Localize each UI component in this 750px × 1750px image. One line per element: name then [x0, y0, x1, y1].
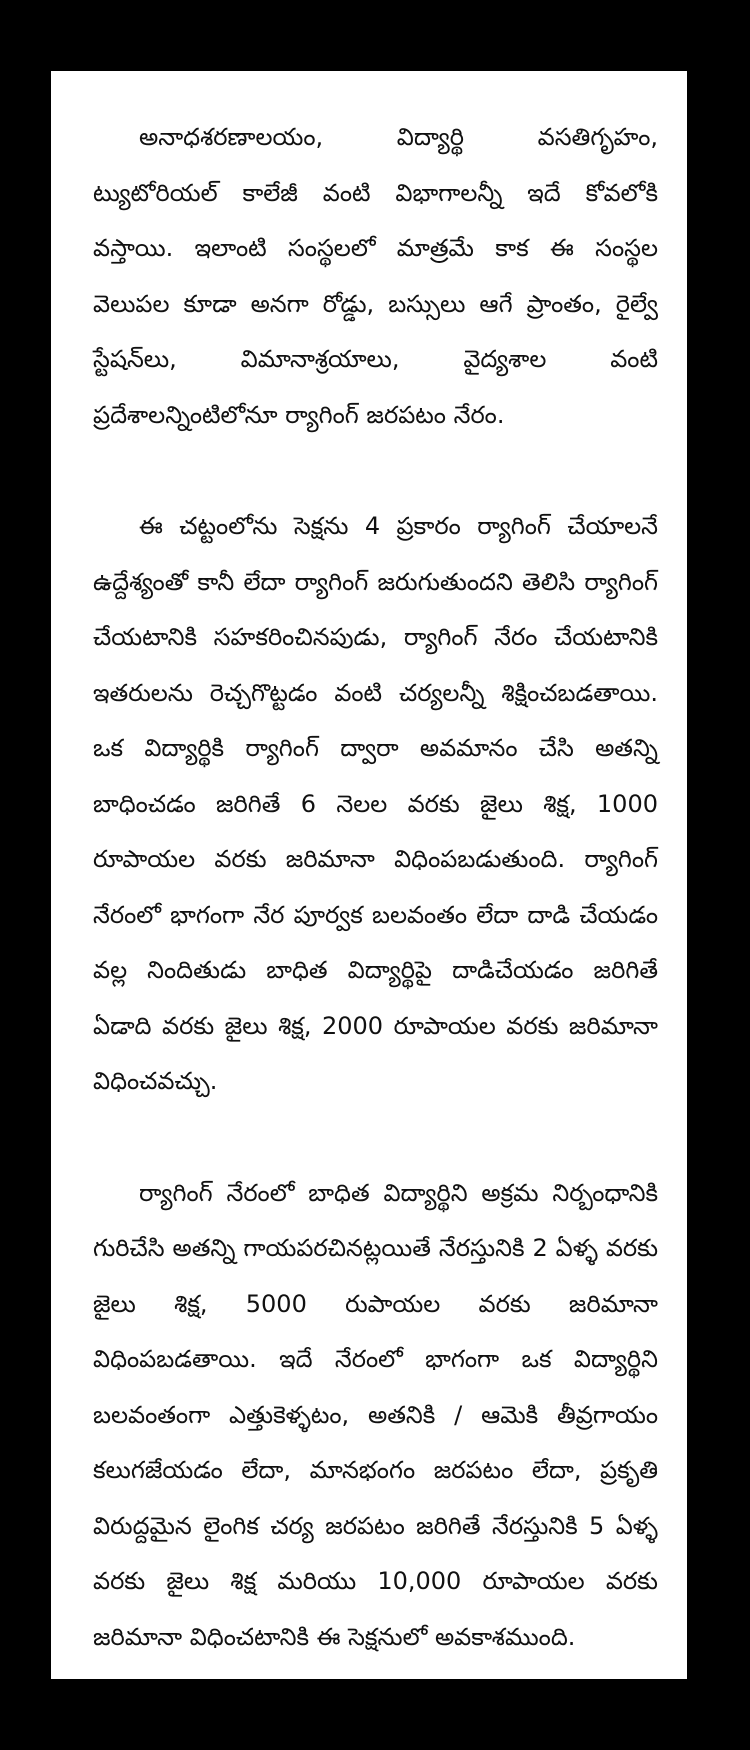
paragraph-2: ఈ చట్టంలోను సెక్షను 4 ప్రకారం ర్యాగింగ్ చేయాలనే ఉద్దేశ్యంతో కానీ లేదా ర్యాగింగ్ జరుగుతుందని తెలిసి ర్యాగింగ్ చేయటానికి సహకరించినపుడు, ర్యాగింగ్ నేరం చేయటానికి ఇతరులను రెచ్చగొట్టడం వంటి చర్యలన్నీ శిక్షించబడతాయి. ఒక విద్యార్థికి ర్యాగింగ్ ద్వారా అవమానం చేసి అతన్ని బాధించడం జరిగితే 6 నెలల వరకు జైలు శిక్ష, 1000 రూపాయల వరకు జరిమానా విధింపబడుతుంది. ర్యాగింగ్ నేరంలో భాగంగా నేర పూర్వక బలవంతం లేదా దాడి చేయడం వల్ల నిందితుడు బాధిత విద్యార్థిపై దాడిచేయడం జరిగితే ఏడాది వరకు జైలు శిక్ష, 2000 రూపాయల వరకు జరిమానా విధించవచ్చు. — [93, 512, 658, 1095]
paragraph-1: అనాధశరణాలయం, విద్యార్థి వసతిగృహం, ట్యుటోరియల్ కాలేజీ వంటి విభాగాలన్నీ ఇదే కోవలోకి వస్తాయి. ఇలాంటి సంస్థలలో మాత్రమే కాక ఈ సంస్థల వెలుపల కూడా అనగా రోడ్డు, బస్సులు ఆగే ప్రాంతం, రైల్వే స్టేషన్‌లు, విమానాశ్రయాలు, వైద్యశాల వంటి ప్రదేశాలన్నింటిలోనూ ర్యాగింగ్ జరపటం నేరం. — [93, 123, 658, 429]
paragraph-3: ర్యాగింగ్ నేరంలో బాధిత విద్యార్థిని అక్రమ నిర్బంధానికి గురిచేసి అతన్ని గాయపరచినట్లయితే నేరస్తునికి 2 ఏళ్ళ వరకు జైలు శిక్ష, 5000 రుపాయల వరకు జరిమానా విధింపబడతాయి. ఇదే నేరంలో భాగంగా ఒక విద్యార్థిని బలవంతంగా ఎత్తుకెళ్ళటం, అతనికి / ఆమెకి తీవ్రగాయం కలుగజేయడం లేదా, మానభంగం జరపటం లేదా, ప్రకృతి విరుద్దమైన లైంగిక చర్య జరపటం జరిగితే నేరస్తునికి 5 ఏళ్ళ వరకు జైలు శిక్ష మరియు 10,000 రూపాయల వరకు జరిమానా విధించటానికి ఈ సెక్షనులో అవకాశముంది. — [93, 1178, 658, 1651]
document-page — [51, 71, 687, 1679]
